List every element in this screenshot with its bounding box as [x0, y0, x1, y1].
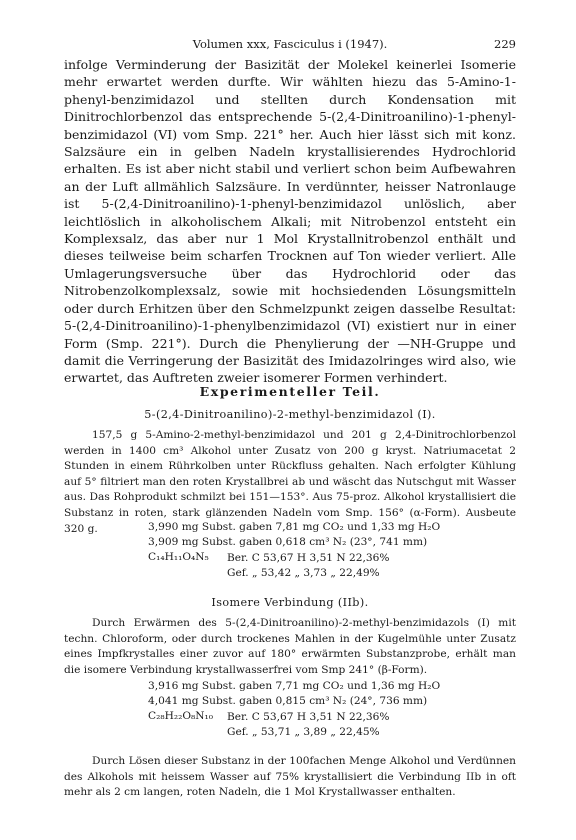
page-number: 229 — [494, 37, 516, 51]
compound-1-heading: 5-(2,4-Dinitroanilino)-2-methyl-benzimidazol (I). — [144, 408, 436, 421]
found-values: Gef. „ 53,71 „ 3,89 „ 22,45% — [227, 726, 380, 739]
compound-2-elemental — [227, 710, 389, 741]
analysis-line: 3,916 mg Subst. gaben 7,71 mg CO₂ und 1,36 mg H₂O — [148, 680, 441, 692]
calculated-values: Ber. C 53,67 H 3,51 N 22,36% — [227, 552, 390, 564]
analysis-line: 3,990 mg Subst. gaben 7,81 mg CO₂ und 1,33 mg H₂O — [148, 521, 441, 533]
section-title: Experimenteller Teil. — [199, 384, 381, 399]
compound-2-formula: C₂₈H₂₂O₈N₁₀ — [148, 710, 214, 722]
calculated-values: Ber. C 53,67 H 3,51 N 22,36% — [227, 711, 390, 723]
running-header — [64, 37, 516, 51]
compound-2-heading: Isomere Verbindung (IIb). — [211, 596, 369, 609]
intro-paragraph: infolge Verminderung der Basizität der Molekel keinerlei Isomerie mehr erwartet werden durfte. Wir wählten hiezu das 5-Amino-1-phenyl-benzimidazol und stellten durch Kondensation mit Dinitrochlorbenzol das entsprechende 5-(2,4-Dinitroanilino)-1-phenyl-benzimidazol (VI) vom Smp. 221° her. Auch hier lässt sich mit konz. Salzsäure ein in gelben Nadeln krystallisierendes Hydrochlorid erhalten. Es ist aber nicht stabil und verliert schon beim Aufbewahren an der Luft allmählich Salzsäure. In verdünnter, heisser Natronlauge ist 5-(2,4-Dinitroanilino)-1-phenyl-benzimidazol unlöslich, aber leichtlöslich in alkoholischem Alkali; mit Nitrobenzol entsteht ein Komplexsalz, das aber nur 1 Mol Krystallnitrobenzol enthält und dieses teilweise beim scharfen Trocknen auf Ton wieder verliert. Alle Umlagerungsversuche über das Hydrochlorid oder das Nitrobenzolkomplexsalz, sowie mit hochsiedenden Lösungsmitteln oder durch Erhitzen über den Schmelzpunkt zeigen dasselbe Resultat: 5-(2,4-Dinitroanilino)-1-phenylbenzimidazol (VI) existiert nur in einer Form (Smp. 221°). Durch die Phenylierung der —NH-Gruppe und damit die Verringerung der Basizität des Imidazolringes wird also, wie erwartet, das Auftreten zweier isomerer Formen verhindert. — [64, 57, 516, 386]
compound-2-analysis — [148, 679, 440, 710]
analysis-line: 4,041 mg Subst. gaben 0,815 cm³ N₂ (24°, 736 mm) — [148, 695, 428, 708]
running-title: Volumen xxx, Fasciculus i (1947). — [192, 37, 388, 51]
compound-1-formula: C₁₄H₁₁O₄N₅ — [148, 551, 209, 563]
found-values: Gef. „ 53,42 „ 3,73 „ 22,49% — [227, 567, 380, 580]
compound-1-procedure: 157,5 g 5-Amino-2-methyl-benzimidazol und 201 g 2,4-Dinitrochlorbenzol werden in 1400 cm³ Alkohol unter Zusatz von 200 g kryst. Natriumacetat 2 Stunden in einem Rührkolben unter Rückfluss gehalten. Nach erfolgter Kühlung auf 5° filtriert man den roten Krystallbrei ab und wäscht das Nutschgut mit Wasser aus. Das Rohprodukt schmilzt bei 151—153°. Aus 75-proz. Alkohol krystallisiert die Substanz in roten, stark glänzenden Nadeln vom Smp. 156° (α-Form). Ausbeute 320 g. — [64, 429, 516, 535]
closing-paragraph: Durch Lösen dieser Substanz in der 100fachen Menge Alkohol und Verdünnen des Alkohols mit heissem Wasser auf 75% krystallisiert die Verbindung IIb in oft mehr als 2 cm langen, roten Nadeln, die 1 Mol Krystallwasser enthalten. — [64, 755, 516, 799]
compound-2-procedure: Durch Erwärmen des 5-(2,4-Dinitroanilino)-2-methyl-benzimidazols (I) mit techn. Chloroform, oder durch trockenes Mahlen in der Kugelmühle unter Zusatz eines Impfkrystalles einer zuvor auf 180° erwärmten Substanzprobe, erhält man die isomere Verbindung krystallwasserfrei vom Smp 241° (β-Form). — [64, 617, 516, 676]
compound-1-analysis — [148, 520, 440, 551]
analysis-line: 3,909 mg Subst. gaben 0,618 cm³ N₂ (23°, 741 mm) — [148, 536, 428, 549]
compound-1-elemental — [227, 551, 389, 582]
